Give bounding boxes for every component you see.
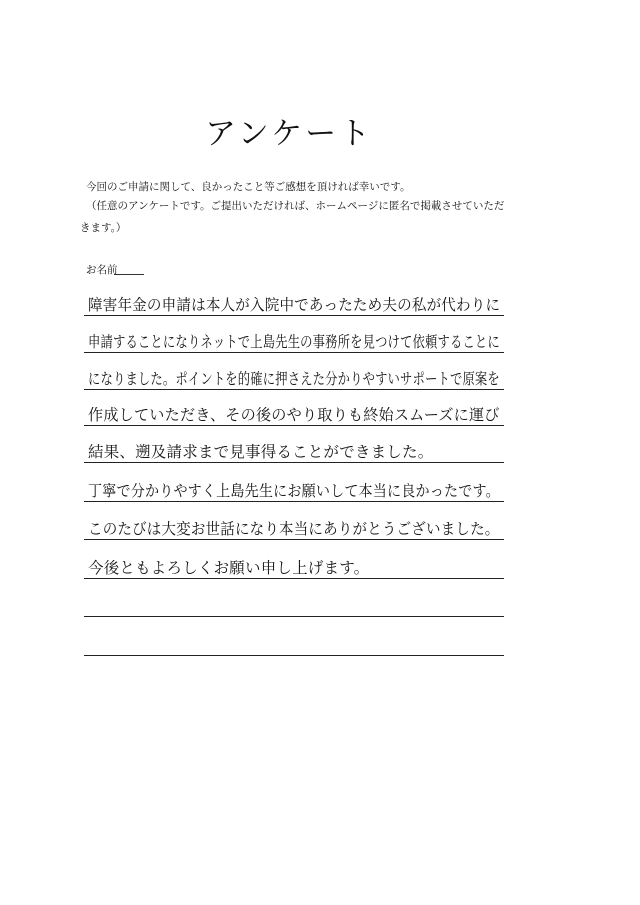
ruled-line [84, 655, 504, 656]
handwritten-line: 申請することになりネットで上島先生の事務所を見つけて依頼することに [88, 333, 500, 351]
handwritten-line: 障害年金の申請は本人が入院中であったため夫の私が代わりに [88, 296, 501, 314]
handwritten-line: 作成していただき、その後のやり取りも終始スムーズに運び [88, 406, 500, 424]
ruled-line [84, 578, 504, 579]
handwritten-line: 結果、遡及請求まで見事得ることができました。 [88, 443, 434, 461]
handwritten-line: 丁寧で分かりやすく上島先生にお願いして本当に良かったです。 [88, 482, 500, 500]
handwritten-line: このたびは大変お世話になり本当にありがとうございました。 [88, 520, 500, 538]
ruled-line [84, 389, 504, 390]
ruled-line [84, 352, 504, 353]
ruled-line [84, 462, 504, 463]
ruled-line [84, 616, 504, 617]
handwritten-line: 今後ともよろしくお願い申し上げます。 [88, 559, 370, 577]
ruled-line [84, 315, 504, 316]
ruled-line [84, 539, 504, 540]
ruled-line [84, 501, 504, 502]
name-underline [114, 274, 144, 275]
handwritten-line: になりました。ポイントを的確に押さえた分かりやすいサポートで原案を [88, 370, 500, 388]
ruled-line [84, 425, 504, 426]
page-title: アンケート [205, 116, 374, 152]
intro-line-1: 今回のご申請に関して、良かったこと等ご感想を頂ければ幸いです。 [86, 181, 411, 193]
name-label: お名前 [86, 264, 118, 276]
intro-line-2: （任意のアンケートです。ご提出いただければ、ホームページに匿名で掲載させていただ [86, 200, 505, 212]
intro-line-3: きます。） [80, 222, 127, 234]
